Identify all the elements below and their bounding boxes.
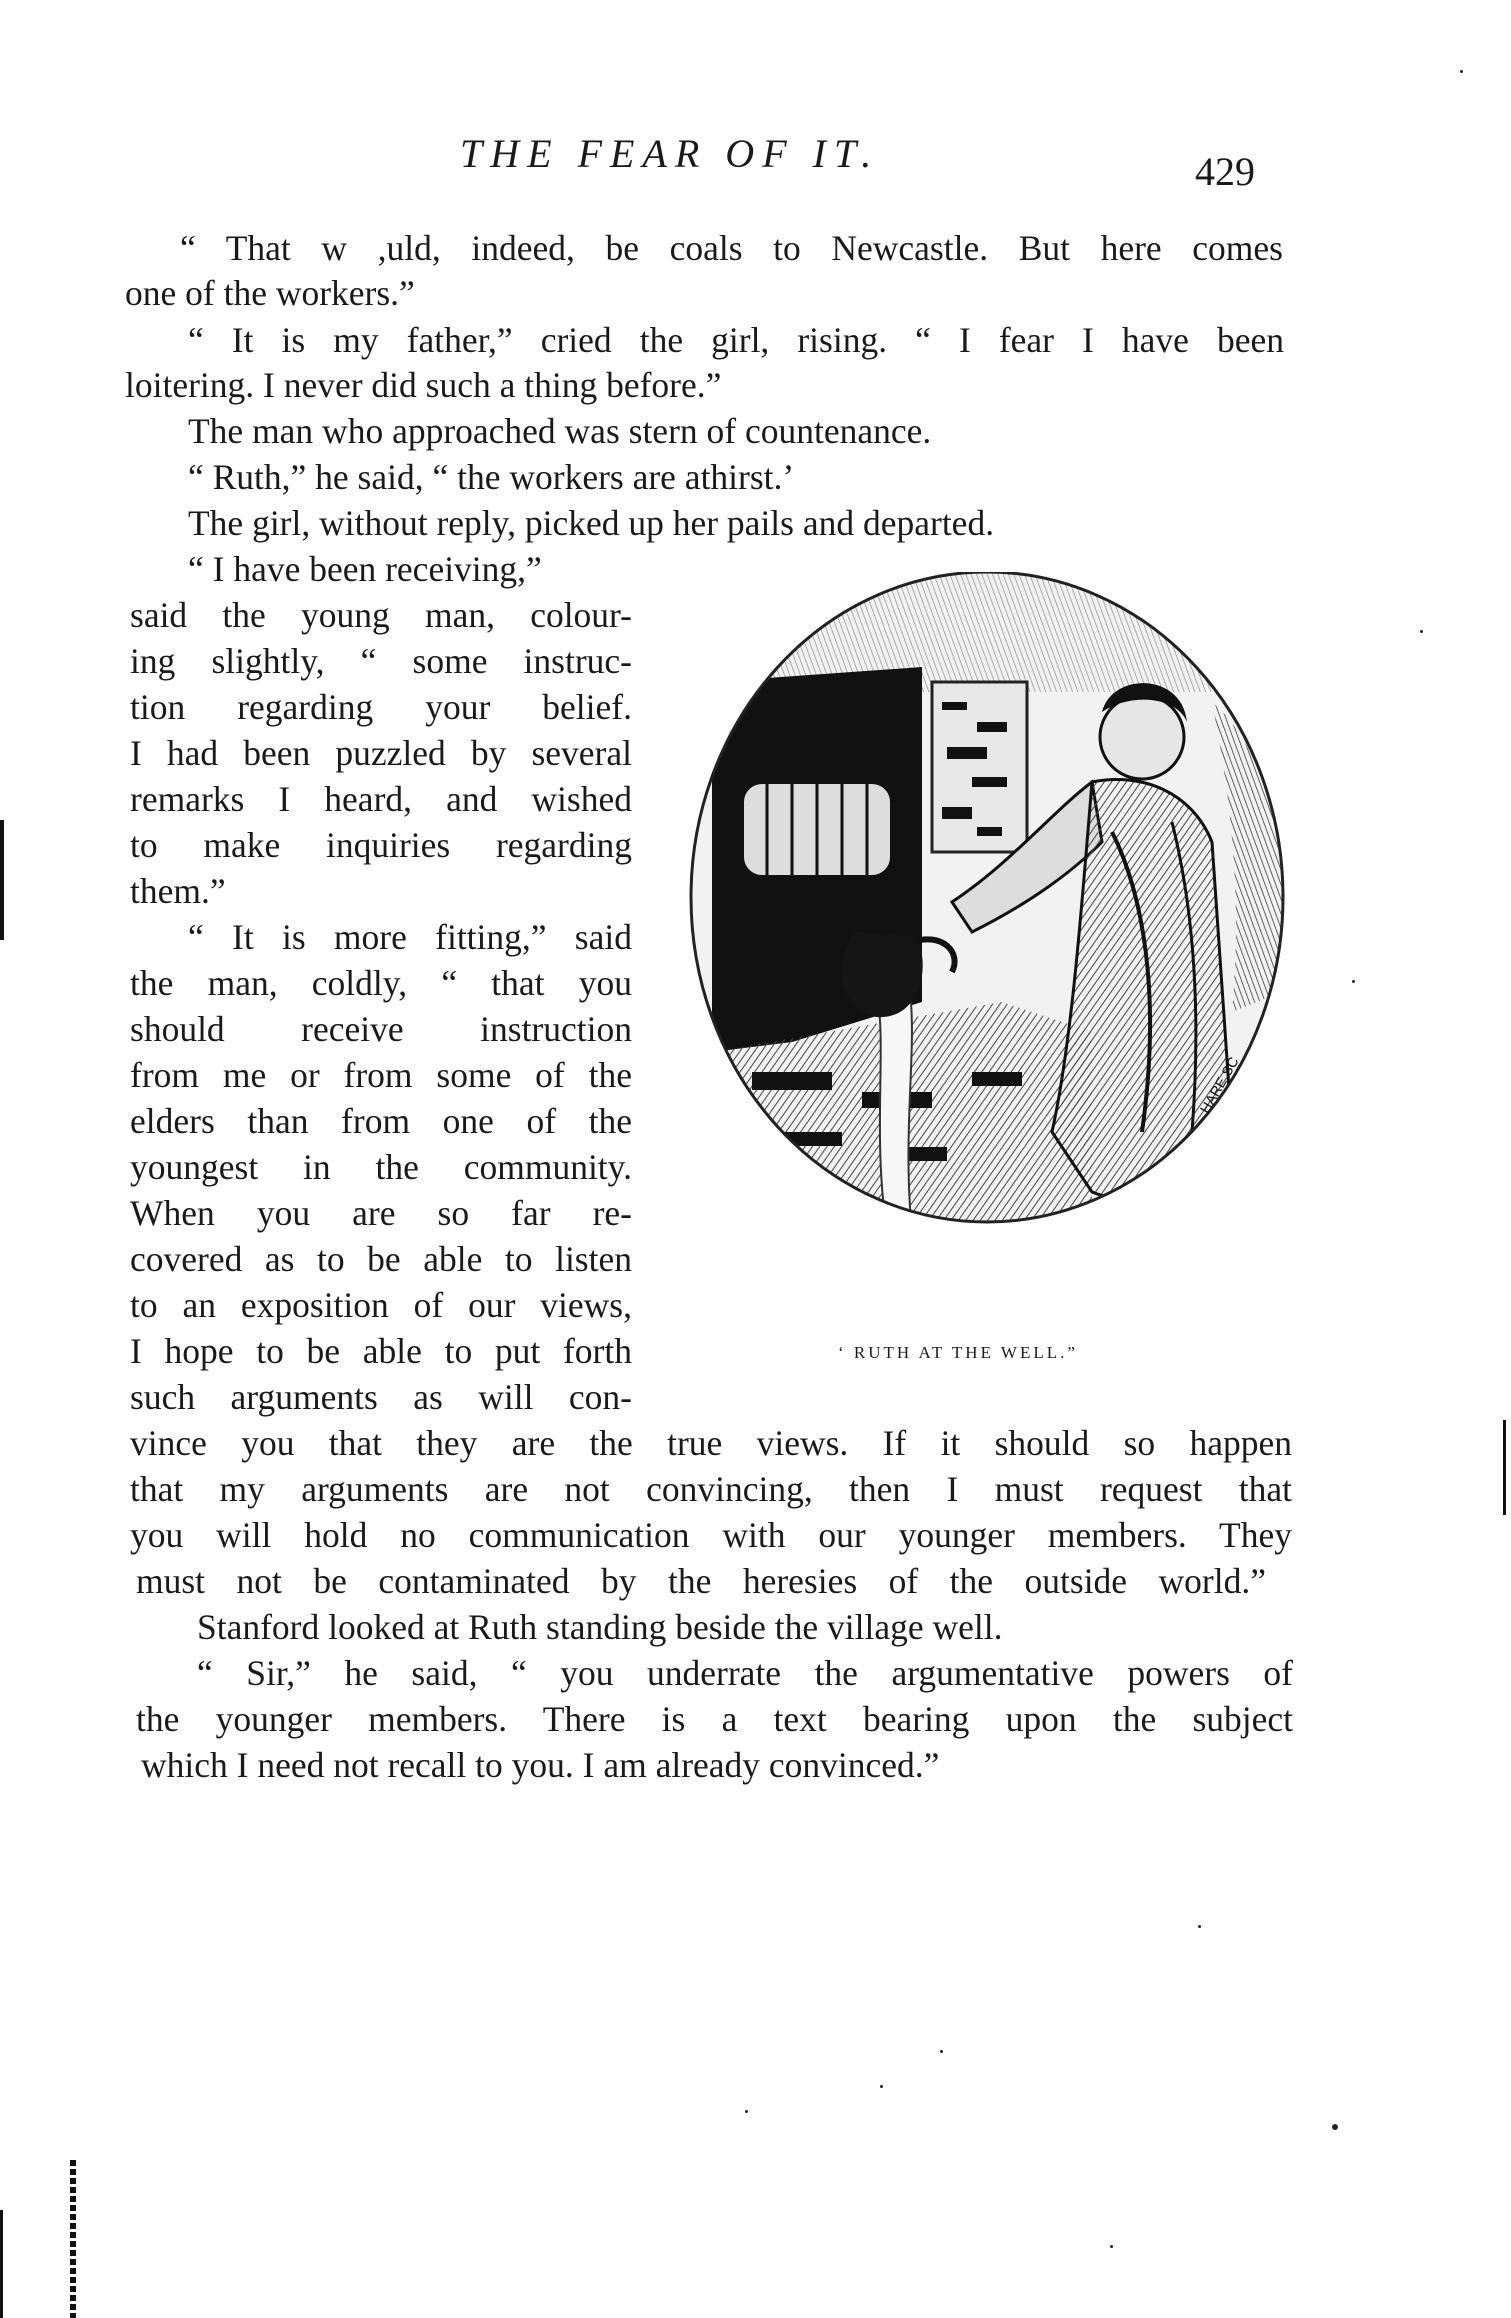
text-line: When you are so far re- xyxy=(130,1193,632,1233)
text-line: to make inquiries regarding xyxy=(130,825,632,865)
text-line: remarks I heard, and wished xyxy=(130,779,632,819)
text-line: from me or from some of the xyxy=(130,1055,632,1095)
text-line: such arguments as will con- xyxy=(130,1377,632,1417)
page-number: 429 xyxy=(1195,149,1255,194)
illustration-caption: ‘ RUTH AT THE WELL.” xyxy=(838,1343,1078,1362)
text-line: I hope to be able to put forth xyxy=(130,1331,632,1371)
text-line: loitering. I never did such a thing before.” xyxy=(125,365,722,405)
text-line: you will hold no communication with our younger members. They xyxy=(130,1515,1292,1555)
text-line: the younger members. There is a text bearing upon the subject xyxy=(136,1699,1293,1739)
illustration-ruth-at-well xyxy=(672,572,1306,1320)
text-line: I had been puzzled by several xyxy=(130,733,632,773)
text-line: youngest in the community. xyxy=(130,1147,632,1187)
text-line: must not be contaminated by the heresies of the outside world.” xyxy=(136,1561,1266,1601)
text-line: Stanford looked at Ruth standing beside the village well. xyxy=(197,1607,1003,1647)
engraver-signature: HARE SC xyxy=(1196,1054,1242,1116)
running-head: THE FEAR OF IT. xyxy=(460,131,880,176)
text-line: “ That w ,uld, indeed, be coals to Newcastle. But here comes xyxy=(180,228,1283,268)
text-line: “ Sir,” he said, “ you underrate the argumentative powers of xyxy=(197,1653,1293,1693)
text-line: vince you that they are the true views. If it should so happen xyxy=(130,1423,1292,1463)
text-line: “ Ruth,” he said, “ the workers are athirst.’ xyxy=(188,457,795,497)
text-line: them.” xyxy=(130,871,226,911)
scan-edge-mark xyxy=(1503,1420,1506,1515)
text-line: said the young man, colour- xyxy=(130,595,632,635)
engraving-image xyxy=(672,572,1306,1320)
scan-edge-mark xyxy=(70,2160,76,2318)
text-line: the man, coldly, “ that you xyxy=(130,963,632,1003)
text-line: “ I have been receiving,” xyxy=(188,549,542,589)
text-line: that my arguments are not convincing, then I must request that xyxy=(130,1469,1292,1509)
text-line: tion regarding your belief. xyxy=(130,687,632,727)
scan-edge-mark xyxy=(0,820,4,940)
text-line: “ It is more fitting,” said xyxy=(188,917,632,957)
text-line: The girl, without reply, picked up her pails and departed. xyxy=(188,503,995,543)
text-line: one of the workers.” xyxy=(125,273,415,313)
scan-edge-mark xyxy=(0,2210,3,2318)
text-line: to an exposition of our views, xyxy=(130,1285,632,1325)
text-line: elders than from one of the xyxy=(130,1101,632,1141)
text-line: ing slightly, “ some instruc- xyxy=(130,641,632,681)
text-line: The man who approached was stern of countenance. xyxy=(188,411,932,451)
text-line: which I need not recall to you. I am already convinced.” xyxy=(141,1745,940,1785)
text-line: covered as to be able to listen xyxy=(130,1239,632,1279)
text-line: should receive instruction xyxy=(130,1009,632,1049)
text-line: “ It is my father,” cried the girl, rising. “ I fear I have been xyxy=(188,320,1284,360)
